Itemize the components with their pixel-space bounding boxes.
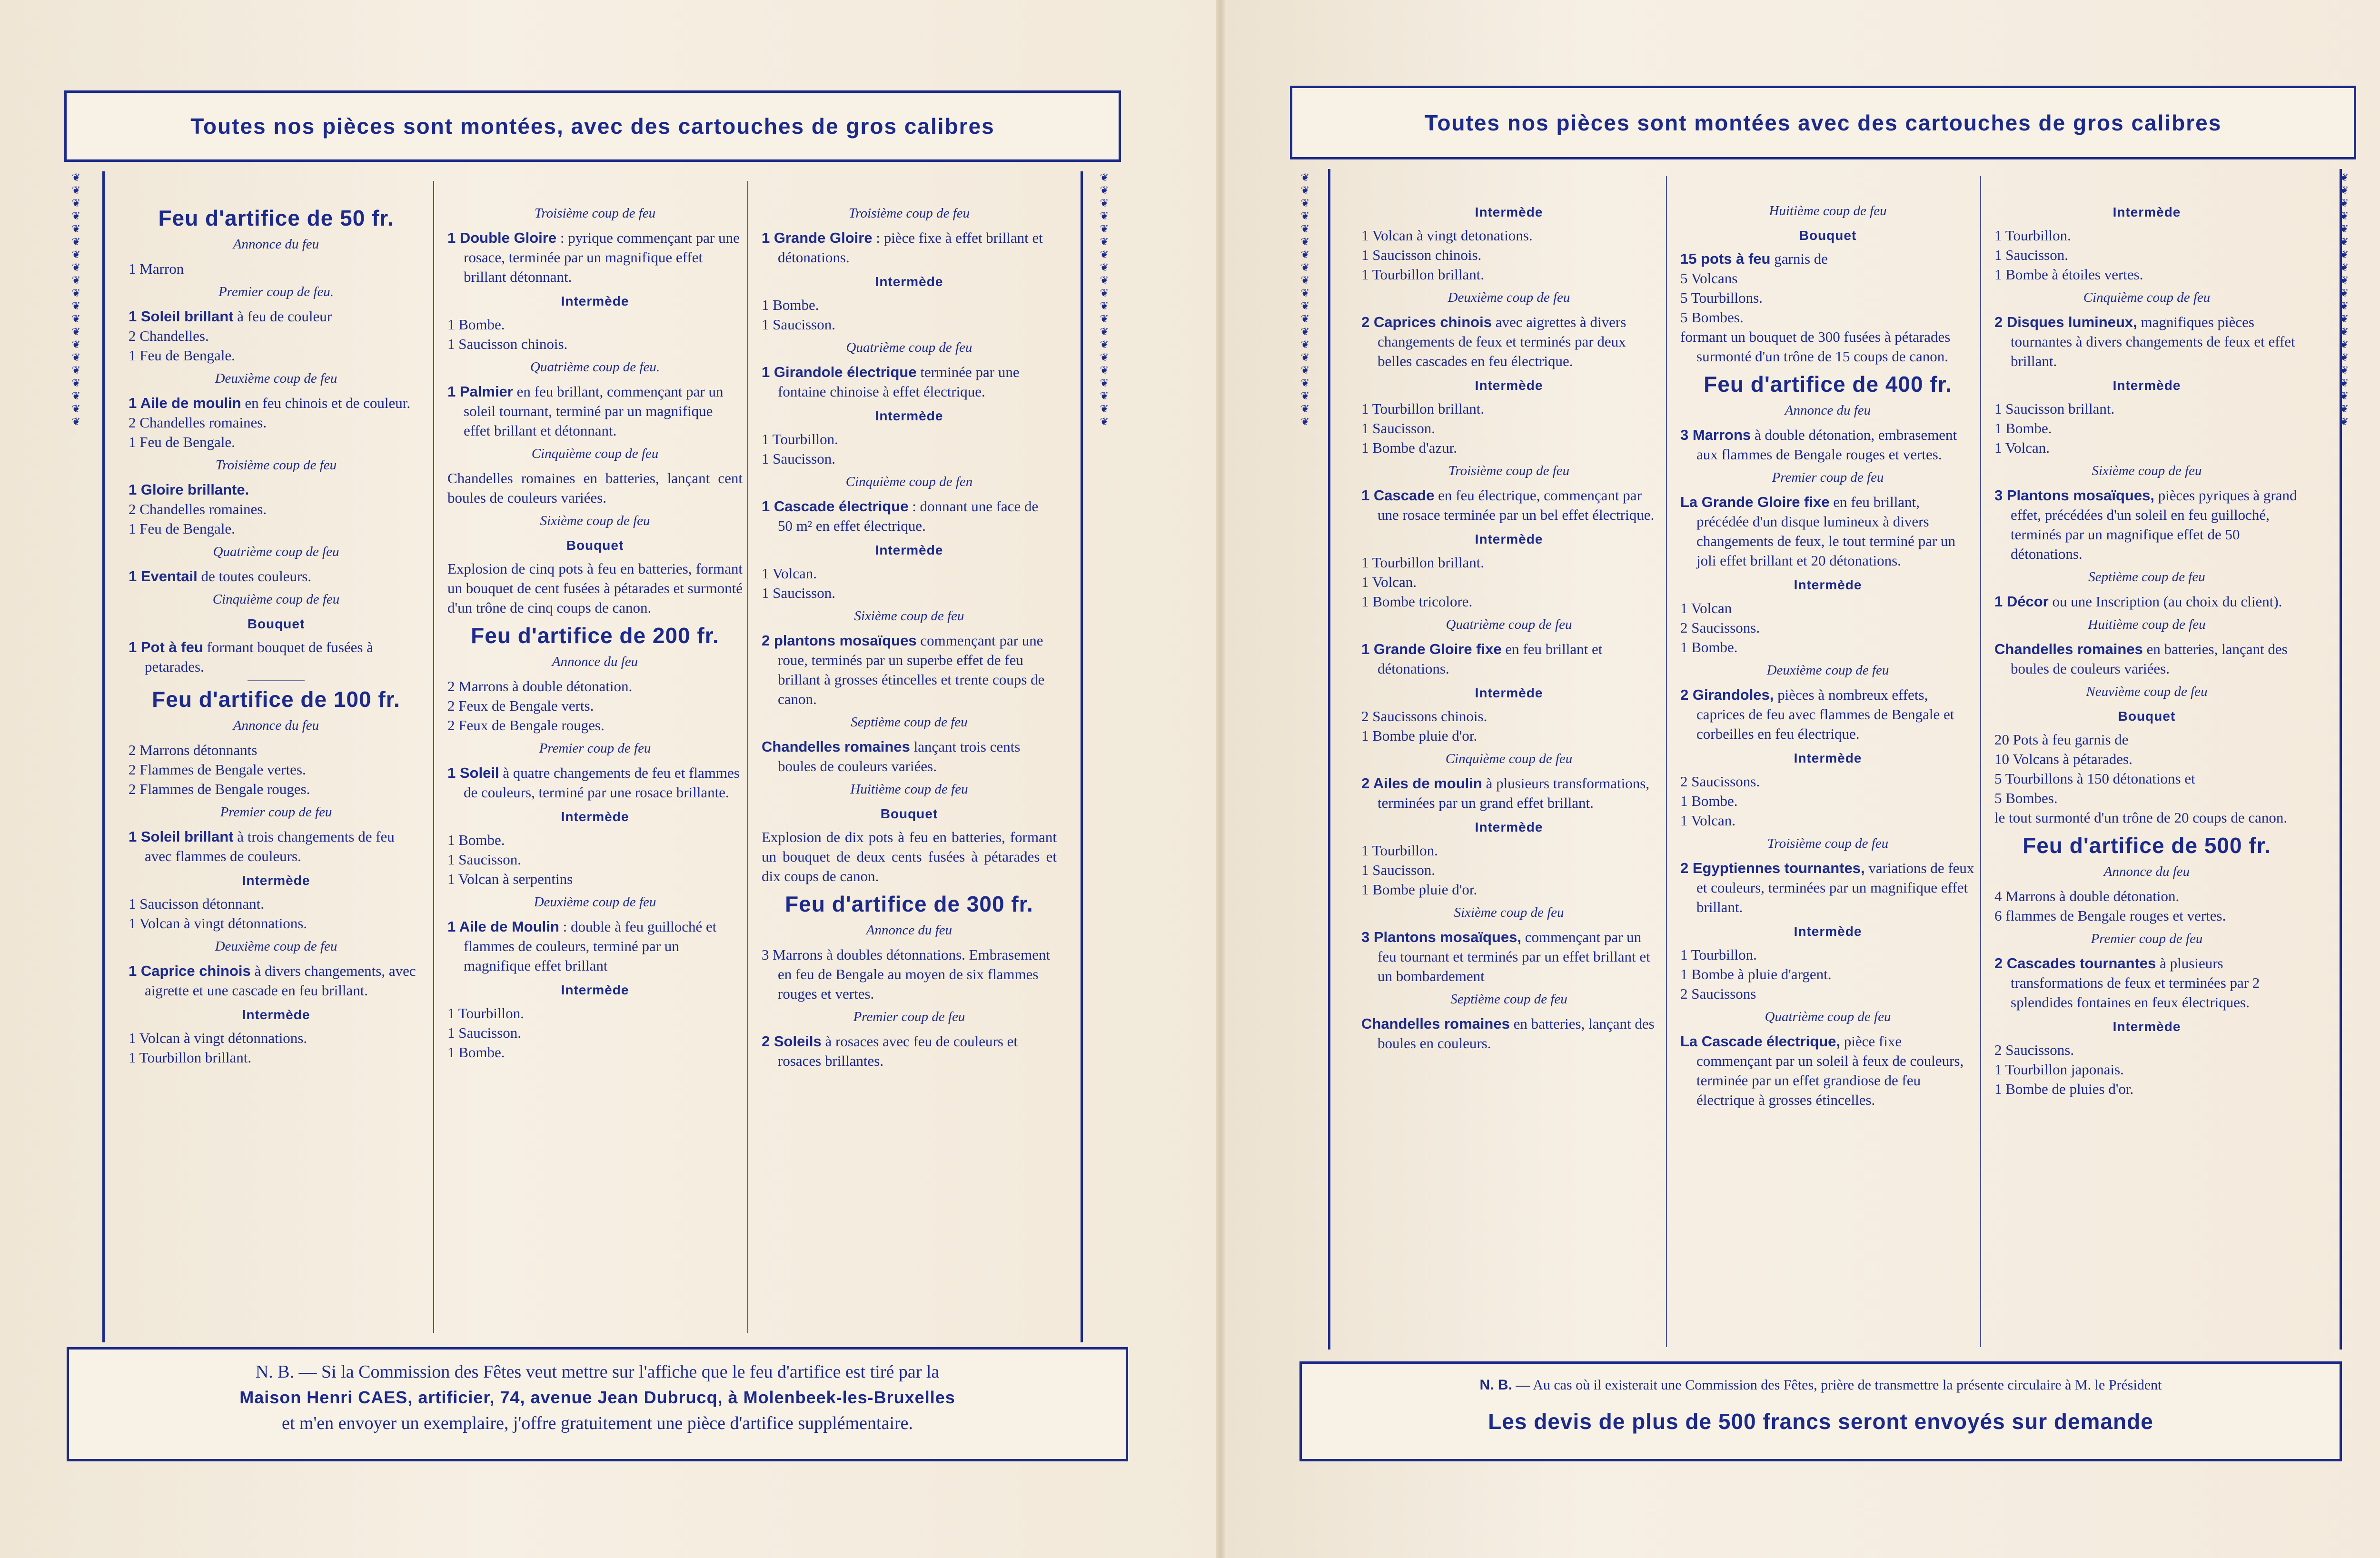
item-desc: formant bouquet de fusées à petarades. <box>145 639 374 675</box>
list-item: 1 Volcan à vingt detonations. <box>1361 227 1533 244</box>
column-divider <box>433 181 434 1333</box>
list-item <box>762 228 1057 267</box>
list-item: 1 Feu de Bengale. <box>129 434 235 450</box>
list-item: 1 Feu de Bengale. <box>129 520 235 537</box>
item-name: 1 Cascade <box>1361 487 1435 504</box>
coup-heading: Annonce du feu <box>233 718 319 733</box>
item-name: 15 pots à feu <box>1680 250 1771 267</box>
item-name: 2 Ailes de moulin <box>1361 775 1482 792</box>
item-name: 2 Caprices chinois <box>1361 314 1492 330</box>
section-title: Feu d'artifice de 200 fr. <box>471 623 719 648</box>
list-item: 1 Bombe d'azur. <box>1361 439 1458 456</box>
paragraph: Chandelles romaines en batteries, lançant cent boules de couleurs variées. <box>447 470 743 506</box>
item-desc: : double à feu guilloché et flammes de couleurs, terminé par un magnifique effet brillant <box>464 918 717 974</box>
sub-heading: Intermède <box>1475 205 1543 219</box>
list-item: 1 Saucisson. <box>762 585 835 601</box>
sub-heading: Intermède <box>242 1007 310 1022</box>
list-item: 1 Bombe de pluies d'or. <box>1994 1081 2134 1097</box>
list-item <box>1361 774 1656 813</box>
list-item: 2 Saucissons. <box>1994 1042 2074 1058</box>
item-name: 3 Plantons mosaïques, <box>1361 929 1521 945</box>
item-name: 1 Décor <box>1994 593 2049 610</box>
coup-heading: Septième coup de feu <box>2088 569 2205 585</box>
item-desc: en feu brillant et détonations. <box>1378 641 1603 677</box>
ornament-right-1: ❦ ❦ ❦ ❦ ❦ ❦ ❦ ❦ ❦ ❦ ❦ ❦ ❦ ❦ ❦ ❦ ❦ ❦ ❦ ❦ <box>1300 172 1310 428</box>
item-desc: à divers changements, avec aigrette et une cascade en feu brillant. <box>145 963 416 999</box>
item-desc: lançant trois cents boules de couleurs variées. <box>778 738 1021 774</box>
list-item <box>1361 639 1656 678</box>
item-desc: : donnant une face de 50 m² en effet électrique. <box>778 498 1039 534</box>
coup-heading: Deuxième coup de feu <box>1766 663 1889 678</box>
list-item: le tout surmonté d'un trône de 20 coups de canon. <box>1994 809 2288 826</box>
right-column-2 <box>1680 198 1975 1110</box>
list-item <box>762 362 1057 401</box>
list-item <box>1994 312 2299 371</box>
list-item: 1 Saucisson détonnant. <box>129 895 264 912</box>
header-left: Toutes nos pièces sont montées, avec des cartouches de gros calibres <box>64 90 1121 162</box>
item-name: 2 Cascades tournantes <box>1994 955 2156 972</box>
coup-heading: Cinquième coup de feu <box>2083 290 2211 305</box>
item-desc: commençant par un feu tournant et terminés par un effet brillant et un bombardement <box>1378 929 1650 984</box>
coup-heading: Sixième coup de feu <box>1454 905 1564 920</box>
list-item: 2 Chandelles romaines. <box>129 414 267 431</box>
list-item: 1 Bombe tricolore. <box>1361 593 1473 610</box>
list-item: 2 Feux de Bengale verts. <box>447 697 594 714</box>
list-item: 1 Feu de Bengale. <box>129 347 235 364</box>
list-item <box>1680 249 1975 268</box>
list-item: 1 Tourbillon. <box>1680 946 1757 963</box>
coup-heading: Quatrième coup de feu. <box>530 359 660 375</box>
sub-heading: Intermède <box>1475 378 1543 393</box>
coup-heading: Cinquième coup de feu <box>531 446 659 461</box>
list-item: 2 Feux de Bengale rouges. <box>447 717 605 734</box>
item-name: 1 Aile de moulin <box>129 395 241 411</box>
section-title: Feu d'artifice de 400 fr. <box>1704 372 1952 397</box>
list-item: 1 Bombe à étoiles vertes. <box>1994 266 2143 283</box>
coup-heading: Neuvième coup de feu <box>2086 684 2208 699</box>
coup-heading: Huitième coup de feu <box>2088 617 2206 632</box>
item-name: 1 Eventail <box>129 568 198 585</box>
left-column-1 <box>129 200 424 1067</box>
list-item <box>447 382 743 440</box>
list-item: 1 Bombe. <box>447 832 505 848</box>
list-item: 1 Marron <box>129 260 184 277</box>
list-item: 1 Tourbillon. <box>447 1005 524 1022</box>
list-item: 1 Saucisson. <box>762 316 835 333</box>
list-item: 1 Saucisson brillant. <box>1994 400 2115 417</box>
list-item: 2 Chandelles romaines. <box>129 501 267 517</box>
coup-heading: Annonce du feu <box>2103 864 2190 879</box>
list-item: 1 Volcan <box>1680 600 1732 616</box>
list-item: 1 Bombe. <box>1994 420 2052 437</box>
item-desc: magnifiques pièces tournantes à divers changements de feux et effet brillant. <box>2011 314 2295 369</box>
coup-heading: Quatrième coup de feu <box>1765 1009 1891 1024</box>
list-item: 1 Bombe. <box>762 297 819 313</box>
item-desc: à plusieurs transformations, terminées par un grand effet brillant. <box>1378 775 1650 811</box>
list-item: 2 Chandelles. <box>129 327 209 344</box>
item-desc: en feu brillant, commençant par un soleil tournant, terminé par un magnifique effet brillant et détonnant. <box>464 383 724 439</box>
item-desc: : pièce fixe à effet brillant et détonations. <box>778 229 1043 266</box>
list-item: 2 Marrons détonnants <box>129 742 258 758</box>
coup-heading: Sixième coup de feu <box>540 513 650 528</box>
item-desc: en feu chinois et de couleur. <box>241 395 411 411</box>
coup-heading: Deuxième coup de feu <box>1448 290 1570 305</box>
item-name: 1 Palmier <box>447 383 513 400</box>
sub-heading: Intermède <box>1794 924 1862 939</box>
sub-heading: Bouquet <box>1799 228 1857 243</box>
list-item <box>1994 953 2299 1012</box>
item-name: 3 Plantons mosaïques, <box>1994 487 2154 504</box>
item-desc: pièces à nombreux effets, caprices de feu avec flammes de Bengale et corbeilles en feu électrique. <box>1696 686 1954 742</box>
sub-heading: Intermède <box>875 408 943 423</box>
coup-heading: Huitième coup de feu <box>1769 203 1887 218</box>
list-item: formant un bouquet de 300 fusées à pétarades surmonté d'un trône de 15 coups de canon. <box>1680 328 1951 365</box>
list-item: 1 Volcan. <box>1680 812 1735 829</box>
right-column-3 <box>1994 198 2299 1099</box>
list-item: 1 Tourbillon brillant. <box>1361 554 1485 571</box>
item-name: 1 Grande Gloire fixe <box>1361 641 1502 657</box>
list-item: 5 Volcans <box>1680 270 1738 287</box>
nb-left-line1: N. B. — Si la Commission des Fêtes veut mettre sur l'affiche que le feu d'artifice est tiré par la <box>255 1362 940 1382</box>
list-item <box>762 496 1057 536</box>
ornament-right-2: ❦ ❦ ❦ ❦ ❦ ❦ ❦ ❦ ❦ ❦ ❦ ❦ ❦ ❦ ❦ ❦ ❦ ❦ ❦ ❦ <box>2340 172 2349 428</box>
coup-heading: Quatrième coup de feu <box>1446 617 1572 632</box>
list-item <box>1361 927 1656 986</box>
sub-heading: Intermède <box>1475 820 1543 834</box>
list-item <box>1680 1032 1975 1110</box>
page-fold <box>1216 0 1225 1558</box>
item-name: 1 Pot à feu <box>129 639 203 655</box>
left-column-2 <box>447 200 743 1062</box>
list-item: 1 Saucisson. <box>1361 862 1435 878</box>
list-item: 1 Volcan. <box>1994 439 2050 456</box>
sub-heading: Intermède <box>561 294 629 308</box>
item-desc: avec aigrettes à divers changements de feux et terminés par deux belles cascades en feu électrique. <box>1378 314 1626 369</box>
coup-heading: Huitième coup de feu <box>850 782 968 797</box>
sub-heading: Bouquet <box>566 538 624 553</box>
paragraph: Explosion de cinq pots à feu en batteries, formant un bouquet de cent fusées à pétarades et surmonté d'un trône de cinq coups de canon. <box>447 560 743 616</box>
coup-heading: Troisième coup de feu <box>848 206 970 221</box>
list-item <box>1994 639 2299 678</box>
coup-heading: Premier coup de feu <box>853 1009 965 1024</box>
section-title: Feu d'artifice de 50 fr. <box>158 206 394 230</box>
item-name: 3 Marrons <box>1680 427 1751 443</box>
coup-heading: Troisième coup de feu <box>1767 836 1889 851</box>
list-item: 1 Bombe pluie d'or. <box>1361 727 1478 744</box>
item-name: Chandelles romaines <box>762 738 910 755</box>
list-item: 5 Tourbillons. <box>1680 289 1763 306</box>
list-item: 1 Tourbillon. <box>1994 227 2071 244</box>
item-name: La Grande Gloire fixe <box>1680 494 1830 510</box>
item-desc: à feu de couleur <box>233 308 332 325</box>
item-desc: : pyrique commençant par une rosace, terminée par un magnifique effet brillant détonnant. <box>464 229 740 285</box>
list-item <box>1994 486 2299 564</box>
list-item: 4 Marrons à double détonation. <box>1994 888 2180 904</box>
coup-heading: Premier coup de feu <box>539 741 651 756</box>
list-item: 5 Bombes. <box>1994 790 2058 806</box>
list-item: 1 Tourbillon brillant. <box>129 1049 252 1066</box>
sub-heading: Intermède <box>1475 532 1543 546</box>
nb-note-left <box>67 1347 1128 1461</box>
item-name: 1 Soleil brillant <box>129 828 234 845</box>
list-item <box>447 763 743 802</box>
list-item: 1 Volcan. <box>1361 574 1417 590</box>
item-name: Chandelles romaines <box>1361 1015 1510 1032</box>
section-title: Feu d'artifice de 100 fr. <box>152 687 400 712</box>
item-desc: à quatre changements de feu et flammes de couleurs, terminé par une rosace brillante. <box>464 764 740 801</box>
list-item: 2 Flammes de Bengale rouges. <box>129 781 310 797</box>
ornament-left-1: ❦ ❦ ❦ ❦ ❦ ❦ ❦ ❦ ❦ ❦ ❦ ❦ ❦ ❦ ❦ ❦ ❦ ❦ ❦ ❦ <box>71 172 81 428</box>
column-divider <box>1980 176 1981 1347</box>
list-item <box>129 961 424 1000</box>
list-item: 1 Saucisson. <box>1994 247 2068 263</box>
list-item <box>129 637 424 676</box>
nb-right-prefix: N. B. <box>1479 1377 1512 1393</box>
column-divider <box>1666 176 1667 1347</box>
item-name: 2 Disques lumineux, <box>1994 314 2137 330</box>
list-item: 1 Tourbillon. <box>1361 842 1438 859</box>
item-desc: pièces pyriques à grand effet, précédées d'un soleil en feu guilloché, terminés par un magnifique effet de 50 détonations. <box>2011 487 2297 562</box>
list-item: 1 Tourbillon brillant. <box>1361 400 1485 417</box>
item-name: La Cascade électrique, <box>1680 1033 1840 1050</box>
sub-heading: Intermède <box>561 982 629 997</box>
item-name: 2 Soleils <box>762 1033 822 1050</box>
sub-heading: Intermède <box>561 809 629 824</box>
sub-heading: Intermède <box>2112 205 2181 219</box>
right-column-1 <box>1361 198 1656 1053</box>
sub-heading: Intermède <box>875 274 943 289</box>
coup-heading: Annonce du feu <box>866 923 952 938</box>
item-name: Chandelles romaines <box>1994 641 2143 657</box>
coup-heading: Deuxième coup de feu <box>215 371 337 386</box>
list-item <box>1680 685 1975 744</box>
sub-heading: Bouquet <box>2118 709 2176 724</box>
coup-heading: Premier coup de feu <box>2091 931 2203 946</box>
list-item <box>762 631 1057 709</box>
list-item <box>1680 492 1975 570</box>
list-item <box>762 1032 1057 1071</box>
item-desc: en feu électrique, commençant par une rosace terminée par un bel effet électrique. <box>1378 487 1655 523</box>
item-desc: à plusieurs transformations de feux et terminées par 2 splendides fontaines en feux électriques. <box>2011 955 2260 1011</box>
coup-heading: Septième coup de feu <box>1450 992 1567 1007</box>
list-item: 1 Volcan. <box>762 565 817 582</box>
list-item: 2 Marrons à double détonation. <box>447 678 633 695</box>
list-item: 1 Tourbillon brillant. <box>1361 266 1485 283</box>
sub-heading: Bouquet <box>247 616 305 631</box>
coup-heading: Septième coup de feu <box>851 714 968 730</box>
item-name: 1 Double Gloire <box>447 229 557 246</box>
list-item: 5 Bombes. <box>1680 309 1744 326</box>
list-item: 2 Saucissons chinois. <box>1361 708 1488 724</box>
coup-heading: Annonce du feu <box>552 654 638 669</box>
nb-left-line3: et m'en envoyer un exemplaire, j'offre gratuitement une pièce d'artifice supplémentaire. <box>281 1413 913 1433</box>
item-name: 1 Gloire brillante. <box>129 481 249 498</box>
list-item <box>1361 312 1656 371</box>
sub-heading: Intermède <box>242 873 310 888</box>
sub-heading: Intermède <box>1475 685 1543 700</box>
list-item: 1 Volcan à vingt détonnations. <box>129 915 307 932</box>
coup-heading: Premier coup de feu <box>1772 470 1884 485</box>
list-item: 2 Saucissons. <box>1680 619 1760 636</box>
list-item <box>1361 486 1656 525</box>
list-item <box>129 307 424 326</box>
item-name: 1 Caprice chinois <box>129 963 251 979</box>
coup-heading: Annonce du feu <box>1785 403 1871 418</box>
sub-heading: Intermède <box>1794 577 1862 592</box>
list-item <box>129 566 424 586</box>
list-item <box>129 480 424 499</box>
list-item: 1 Saucisson chinois. <box>447 336 568 352</box>
coup-heading: Troisième coup de feu <box>534 206 656 221</box>
list-item: 2 Saucissons <box>1680 985 1756 1002</box>
nb-right-devis: Les devis de plus de 500 francs seront envoyés sur demande <box>1488 1409 2153 1434</box>
list-item <box>129 827 424 866</box>
list-item <box>447 228 743 287</box>
nb-left-address: Maison Henri CAES, artificier, 74, avenue Jean Dubrucq, à Molenbeek-les-Bruxelles <box>239 1388 955 1407</box>
item-name: 2 plantons mosaïques <box>762 632 917 649</box>
item-desc: commençant par une roue, terminés par un superbe effet de feu brillant à grosses étincelles et trente coups de canon. <box>778 632 1045 707</box>
paragraph: Explosion de dix pots à feu en batteries, formant un bouquet de deux cents fusées à pétarades et dix coups de canon. <box>762 829 1057 884</box>
coup-heading: Premier coup de feu <box>220 804 332 820</box>
coup-heading: Cinquième coup de feu <box>1445 751 1573 766</box>
item-desc: garnis de <box>1770 250 1828 267</box>
list-item: 20 Pots à feu garnis de <box>1994 731 2129 748</box>
sub-heading: Intermède <box>2112 378 2181 393</box>
header-right: Toutes nos pièces sont montées avec des cartouches de gros calibres <box>1290 86 2356 159</box>
list-item: 1 Bombe. <box>447 1044 505 1061</box>
list-item: 1 Saucisson. <box>1361 420 1435 437</box>
item-desc: en feu brillant, précédée d'un disque lumineux à divers changements de feux, le tout terminé par un joli effet brillant et 20 détonations. <box>1696 494 1956 569</box>
coup-heading: Cinquième coup de fen <box>845 474 973 489</box>
list-item <box>447 917 743 975</box>
coup-heading: Sixième coup de feu <box>854 608 964 624</box>
list-item <box>129 393 424 413</box>
coup-heading: Troisième coup de feu <box>215 457 337 473</box>
list-item: 1 Volcan à serpentins <box>447 871 573 887</box>
item-name: 1 Aile de Moulin <box>447 918 559 935</box>
coup-heading: Deuxième coup de feu <box>534 894 656 910</box>
item-desc: à rosaces avec feu de couleurs et rosaces brillantes. <box>778 1033 1018 1069</box>
item-desc: variations de feux et couleurs, terminées par un magnifique effet brillant. <box>1696 860 1974 915</box>
sub-heading: Intermède <box>2112 1019 2181 1034</box>
left-column-3 <box>762 200 1057 1071</box>
column-divider <box>747 181 748 1333</box>
section-title: Feu d'artifice de 300 fr. <box>785 892 1033 916</box>
item-desc: pièce fixe commençant par un soleil à feux de couleurs, terminée par un effet grandiose de feu électrique à grosses étincelles. <box>1696 1033 1964 1108</box>
sub-heading: Intermède <box>875 543 943 557</box>
item-name: 1 Soleil <box>447 764 499 781</box>
item-desc: en batteries, lançant des boules en couleurs. <box>1378 1015 1655 1052</box>
list-item: 1 Saucisson. <box>447 1024 521 1041</box>
coup-heading: Quatrième coup de feu <box>846 340 972 355</box>
coup-heading: Deuxième coup de feu <box>215 939 337 954</box>
item-desc: à trois changements de feu avec flammes de couleurs. <box>145 828 395 864</box>
sub-heading: Bouquet <box>880 806 938 821</box>
list-item: 1 Saucisson chinois. <box>1361 247 1482 263</box>
list-item: 1 Bombe. <box>1680 639 1738 655</box>
item-desc: terminée par une fontaine chinoise à effet électrique. <box>778 364 1020 400</box>
list-item: 1 Bombe à pluie d'argent. <box>1680 966 1832 982</box>
section-title: Feu d'artifice de 500 fr. <box>2023 833 2271 858</box>
list-item: 1 Bombe pluie d'or. <box>1361 881 1478 898</box>
list-item: 1 Saucisson. <box>447 851 521 868</box>
coup-heading: Sixième coup de feu <box>2092 463 2202 478</box>
item-name: 2 Girandoles, <box>1680 686 1774 703</box>
coup-heading: Annonce du feu <box>233 237 319 252</box>
list-item <box>1994 592 2299 611</box>
item-desc: à double détonation, embrasement aux flammes de Bengale rouges et vertes. <box>1696 427 1957 463</box>
coup-heading: Premier coup de feu. <box>218 284 334 299</box>
list-item <box>762 737 1057 776</box>
ornament-left-2: ❦ ❦ ❦ ❦ ❦ ❦ ❦ ❦ ❦ ❦ ❦ ❦ ❦ ❦ ❦ ❦ ❦ ❦ ❦ ❦ <box>1100 172 1109 428</box>
item-name: 2 Egyptiennes tournantes, <box>1680 860 1865 876</box>
list-item: 1 Bombe. <box>447 316 505 333</box>
item-desc: de toutes couleurs. <box>197 568 312 585</box>
list-item <box>1361 1014 1656 1053</box>
item-name: 1 Cascade électrique <box>762 498 909 515</box>
nb-right-text: — Au cas où il existerait une Commission des Fêtes, prière de transmettre la présente circulaire à M. le Président <box>1512 1377 2162 1393</box>
list-item: 6 flammes de Bengale rouges et vertes. <box>1994 907 2226 924</box>
list-item <box>1680 858 1975 917</box>
coup-heading: Quatrième coup de feu <box>213 544 339 559</box>
list-item: 1 Bombe. <box>1680 793 1738 809</box>
list-item: 2 Saucissons. <box>1680 773 1760 790</box>
coup-heading: Troisième coup de feu <box>1448 463 1570 478</box>
separator <box>248 680 305 681</box>
list-item: 1 Saucisson. <box>762 450 835 467</box>
item-desc: en batteries, lançant des boules de couleurs variées. <box>2011 641 2288 677</box>
list-item: 1 Tourbillon. <box>762 431 838 447</box>
item-desc: ou une Inscription (au choix du client). <box>2048 593 2282 610</box>
item-name: 1 Soleil brillant <box>129 308 234 325</box>
list-item: 10 Volcans à pétarades. <box>1994 751 2132 767</box>
nb-note-right <box>1299 1361 2342 1461</box>
list-item: 3 Marrons à doubles détonnations. Embrasement en feu de Bengale au moyen de six flammes rouges et vertes. <box>762 946 1051 1002</box>
list-item <box>1680 425 1975 464</box>
sub-heading: Intermède <box>1794 751 1862 765</box>
item-name: 1 Grande Gloire <box>762 229 873 246</box>
item-name: 1 Girandole électrique <box>762 364 917 380</box>
list-item: 1 Volcan à vingt détonnations. <box>129 1030 307 1046</box>
list-item: 1 Tourbillon japonais. <box>1994 1061 2124 1078</box>
list-item: 2 Flammes de Bengale vertes. <box>129 761 306 778</box>
coup-heading: Cinquième coup de feu <box>212 592 340 607</box>
nb-right-line1 <box>1321 1373 2320 1397</box>
list-item: 5 Tourbillons à 150 détonations et <box>1994 770 2195 787</box>
